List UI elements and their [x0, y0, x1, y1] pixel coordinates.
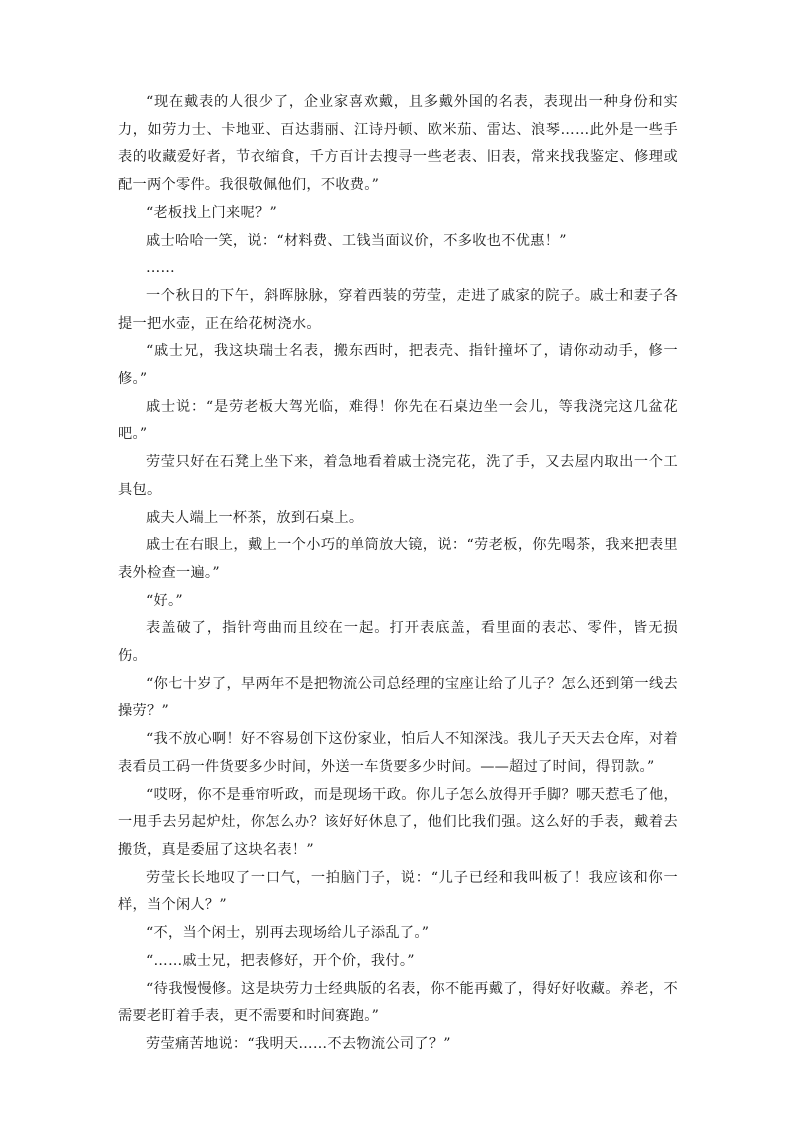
- paragraph: 一个秋日的下午，斜晖脉脉，穿着西装的劳莹，走进了戚家的院子。戚士和妻子各提一把水壶，正在给花树浇水。: [118, 287, 678, 332]
- paragraph: “哎呀，你不是垂帘听政，而是现场干政。你儿子怎么放得开手脚？哪天惹毛了他，一甩手去另起炉灶，你怎么办？该好好休息了，他们比我们强。这么好的手表，戴着去搬货，真是委屈了这块名表！”: [118, 786, 678, 858]
- paragraph: 戚夫人端上一杯茶，放到石桌上。: [146, 509, 364, 526]
- paragraph: “好。”: [146, 592, 183, 609]
- story-text: [118, 89, 678, 1059]
- paragraph: “老板找上门来呢？”: [146, 204, 278, 221]
- paragraph: 表盖破了，指针弯曲而且绞在一起。打开表底盖，看里面的表芯、零件，皆无损伤。: [118, 620, 678, 665]
- paragraph: “不，当个闲士，别再去现场给儿子添乱了。”: [146, 925, 430, 942]
- paragraph: 戚士说：“是劳老板大驾光临，难得！你先在石桌边坐一会儿，等我浇完这几盆花吧。”: [118, 398, 678, 443]
- paragraph: ……: [146, 260, 175, 277]
- paragraph: 劳莹只好在石凳上坐下来，着急地看着戚士浇完花，洗了手，又去屋内取出一个工具包。: [118, 454, 678, 498]
- paragraph: “你七十岁了，早两年不是把物流公司总经理的宝座让给了儿子？怎么还到第一线去操劳？”: [118, 675, 678, 720]
- paragraph: “待我慢慢修。这是块劳力士经典版的名表，你不能再戴了，得好好收藏。养老，不需要老盯着手表，更不需要和时间赛跑。”: [118, 980, 678, 1025]
- paragraph: “我不放心啊！好不容易创下这份家业，怕后人不知深浅。我儿子天天去仓库，对着表看员工码一件货要多少时间，外送一车货要多少时间。——超过了时间，得罚款。”: [118, 731, 678, 775]
- paragraph: “戚士兄，我这块瑞士名表，搬东西时，把表壳、指针撞坏了，请你动动手，修一修。”: [118, 343, 678, 388]
- paragraph: 戚士在右眼上，戴上一个小巧的单筒放大镜，说：“劳老板，你先喝茶，我来把表里表外检查一遍。”: [118, 537, 678, 581]
- paragraph: “……戚士兄，把表修好，开个价，我付。”: [146, 952, 415, 969]
- paragraph: 劳莹痛苦地说：“我明天……不去物流公司了？”: [146, 1035, 451, 1052]
- paragraph: 戚士哈哈一笑，说：“材料费、工钱当面议价，不多收也不优惠！”: [146, 232, 567, 249]
- paragraph: 劳莹长长地叹了一口气，一拍脑门子，说：“儿子已经和我叫板了！我应该和你一样，当个闲人？”: [118, 869, 678, 914]
- paragraph: “现在戴表的人很少了，企业家喜欢戴，且多戴外国的名表，表现出一种身份和实力，如劳力士、卡地亚、百达翡丽、江诗丹顿、欧米茄、雷达、浪琴……此外是一些手表的收藏爱好者，节衣缩食，千方百计去搜寻一些老表、旧表，常来找我鉴定、修理或配一两个零件。我很敬佩他们，不收费。”: [118, 94, 678, 194]
